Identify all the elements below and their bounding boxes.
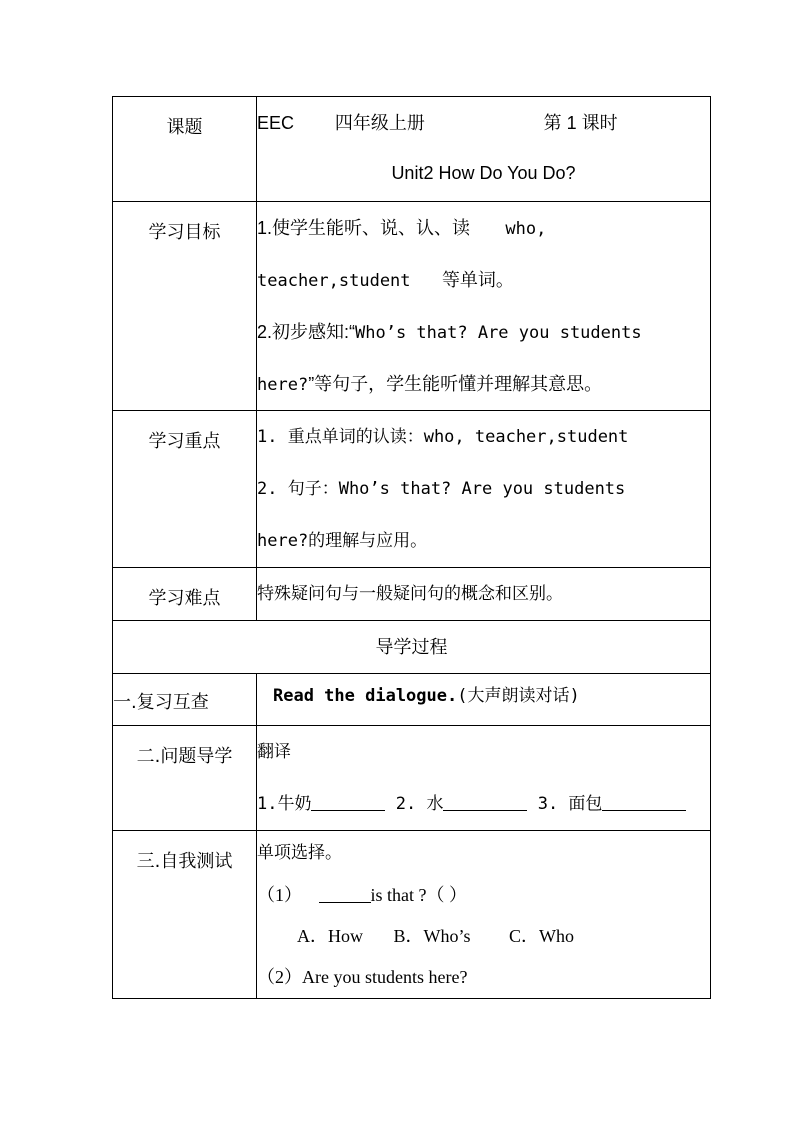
option-a[interactable]: A．How: [297, 926, 363, 946]
label-cell-title: [113, 97, 257, 202]
label-goals: 学习目标: [148, 222, 221, 243]
row-process-header: [113, 621, 711, 674]
content-cell-difficulty: [257, 568, 711, 621]
row-title: [113, 97, 711, 202]
answer-blank-3[interactable]: [602, 792, 686, 811]
content-cell-review: [257, 674, 711, 726]
review-note: (大声朗读对话): [457, 686, 580, 706]
content-cell-selftest: [257, 831, 711, 999]
label-cell-difficulty: [113, 568, 257, 621]
question-1-number: （1）: [257, 885, 302, 905]
question-1: [257, 875, 710, 916]
goals-sentence: here?: [257, 375, 309, 395]
goals-text: 1.使学生能听、说、认、读: [257, 218, 471, 238]
lesson-number: 第 1 课时: [543, 113, 618, 133]
row-questions: [113, 726, 711, 831]
content-cell-focus: [257, 411, 711, 568]
goals-words: who,: [505, 219, 547, 239]
row-review: [113, 674, 711, 726]
content-cell-title: [257, 97, 711, 202]
label-cell-focus: [113, 411, 257, 568]
row-focus: [113, 411, 711, 568]
label-cell-questions: [113, 726, 257, 831]
translate-item-2: 2. 水: [395, 794, 444, 814]
review-line: [273, 674, 710, 718]
questions-items: [257, 778, 710, 830]
focus-line-2: 2. 句子：Who’s that? Are you students: [257, 479, 626, 499]
answer-blank-1[interactable]: [311, 792, 385, 811]
label-cell-review: [113, 674, 257, 726]
focus-line-1: 1. 重点单词的认读：who, teacher,student: [257, 427, 629, 447]
goals-text: 等单词。: [441, 270, 514, 290]
review-instruction: Read the dialogue.: [273, 686, 458, 706]
question-1-blank[interactable]: [319, 886, 371, 903]
focus-line-3: here?的理解与应用。: [257, 531, 428, 551]
goals-text: ”等句子，学生能听懂并理解其意思。: [308, 374, 603, 394]
goals-line-4: [257, 358, 710, 410]
row-difficulty: [113, 568, 711, 621]
label-review: 一.复习互查: [113, 692, 209, 713]
goals-words: teacher,student: [257, 271, 411, 291]
selftest-heading: 单项选择。: [257, 843, 342, 863]
answer-blank-2[interactable]: [443, 792, 527, 811]
row-goals: [113, 202, 711, 411]
label-title: 课题: [166, 117, 203, 138]
publisher: EEC: [257, 113, 295, 133]
goals-line-1: [257, 202, 710, 254]
translate-item-3: 3. 面包: [537, 794, 603, 814]
goals-line-2: [257, 254, 710, 306]
translate-item-1: 1.牛奶: [257, 794, 312, 814]
question-2: （2）Are you students here?: [257, 967, 468, 987]
label-questions: 二.问题导学: [136, 746, 233, 767]
option-c[interactable]: C．Who: [509, 926, 575, 946]
option-b[interactable]: B．Who’s: [393, 926, 471, 946]
lesson-plan-table: [112, 96, 711, 999]
label-difficulty: 学习难点: [148, 588, 221, 609]
label-focus: 学习重点: [148, 431, 221, 452]
content-cell-questions: [257, 726, 711, 831]
goals-text: 2.初步感知:“: [257, 322, 356, 342]
unit-title: Unit2 How Do You Do?: [391, 163, 576, 183]
question-1-text: is that ?（ ）: [370, 885, 467, 905]
label-cell-goals: [113, 202, 257, 411]
goals-line-3: [257, 306, 710, 358]
process-header-cell: [113, 621, 711, 674]
label-cell-selftest: [113, 831, 257, 999]
question-1-options: [257, 916, 710, 957]
process-header: 导学过程: [375, 637, 448, 657]
row-selftest: [113, 831, 711, 999]
label-selftest: 三.自我测试: [136, 851, 233, 872]
content-cell-goals: [257, 202, 711, 411]
title-line: [257, 97, 710, 149]
questions-heading: 翻译: [257, 742, 291, 762]
grade: 四年级上册: [334, 113, 425, 133]
goals-sentence: Who’s that? Are you students: [355, 323, 642, 343]
difficulty-text: 特殊疑问句与一般疑问句的概念和区别。: [257, 584, 563, 604]
